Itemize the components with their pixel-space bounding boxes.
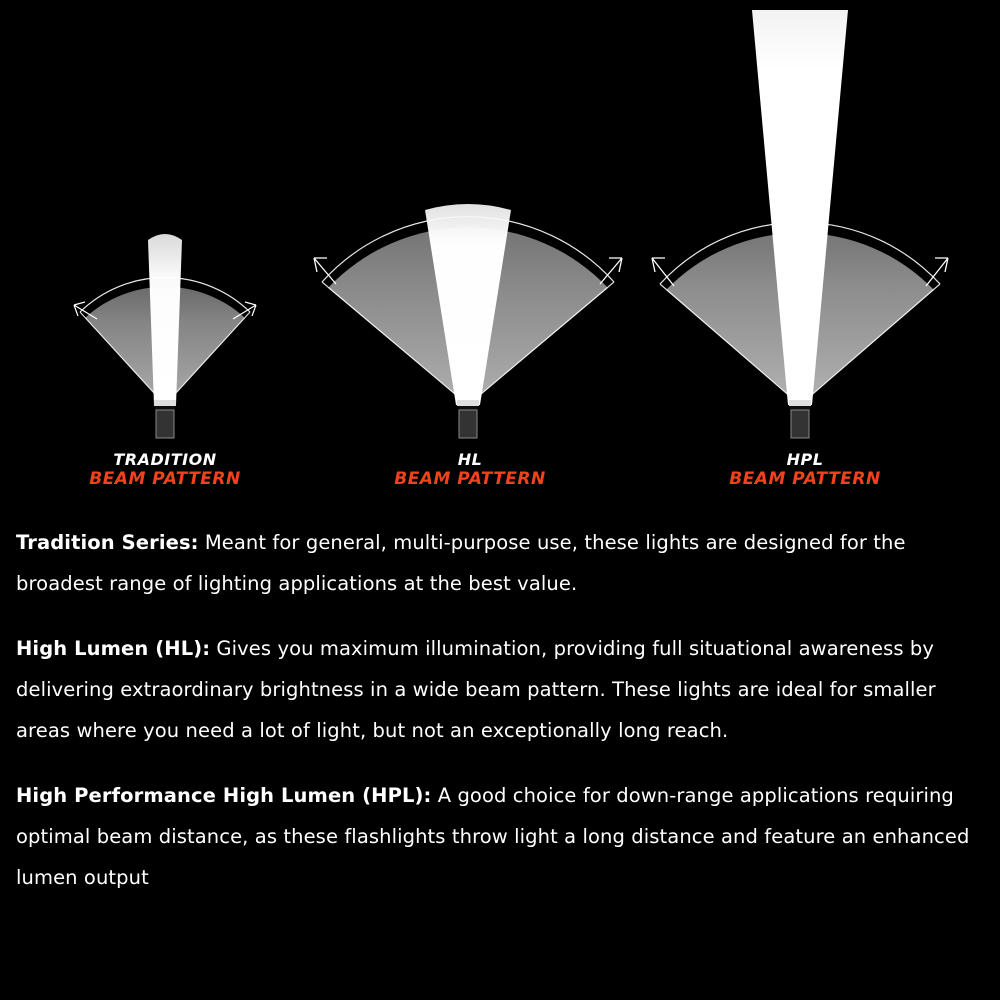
flashlight-bezel <box>154 400 176 406</box>
beam-group-hpl <box>610 0 1000 510</box>
paragraph-hpl-body: A good choice for down-range applications requiring optimal beam distance, as these flashlights throw light a long distance and feature an enhanced lumen output <box>16 784 970 889</box>
flashlight-bezel <box>457 400 479 406</box>
hpl-label-sub: BEAM PATTERN <box>729 469 881 489</box>
paragraph-tradition-body: Meant for general, multi-purpose use, these lights are designed for the broadest range of lighting applications at the best value. <box>16 531 906 595</box>
hl-label-sub: BEAM PATTERN <box>394 469 546 489</box>
paragraph-tradition <box>16 522 984 604</box>
arrow-right-icon <box>233 302 256 319</box>
flashlight-gap <box>790 406 810 410</box>
arrow-left-icon <box>652 258 674 286</box>
paragraph-hpl <box>16 775 984 898</box>
hpl-label-name: HPL <box>786 450 824 469</box>
hotspot-beam <box>148 234 182 405</box>
paragraph-hpl-lead: High Performance High Lumen (HPL): <box>16 784 432 807</box>
hpl-beam-graphic <box>610 0 1000 510</box>
paragraph-hl-body: Gives you maximum illumination, providing full situational awareness by delivering extraordinary brightness in a wide beam pattern. These lights are ideal for smaller areas where you need a lot of light, but not an exceptionally long reach. <box>16 637 936 742</box>
paragraph-hl-lead: High Lumen (HL): <box>16 637 211 660</box>
tradition-label-name: TRADITION <box>113 450 217 469</box>
flashlight-body <box>791 410 809 438</box>
flashlight-body <box>156 410 174 438</box>
description-text-block <box>0 512 1000 1000</box>
hl-label-name: HL <box>457 450 483 469</box>
paragraph-hl <box>16 628 984 751</box>
flashlight-gap <box>458 406 478 410</box>
flashlight-bezel <box>789 400 811 406</box>
flashlight-body <box>459 410 477 438</box>
paragraph-tradition-lead: Tradition Series: <box>16 531 199 554</box>
tradition-label-sub: BEAM PATTERN <box>89 469 241 489</box>
flashlight-gap <box>155 406 175 410</box>
arrow-right-icon <box>926 258 948 286</box>
hpl-labels <box>610 450 1000 489</box>
arrow-left-icon <box>74 302 97 319</box>
